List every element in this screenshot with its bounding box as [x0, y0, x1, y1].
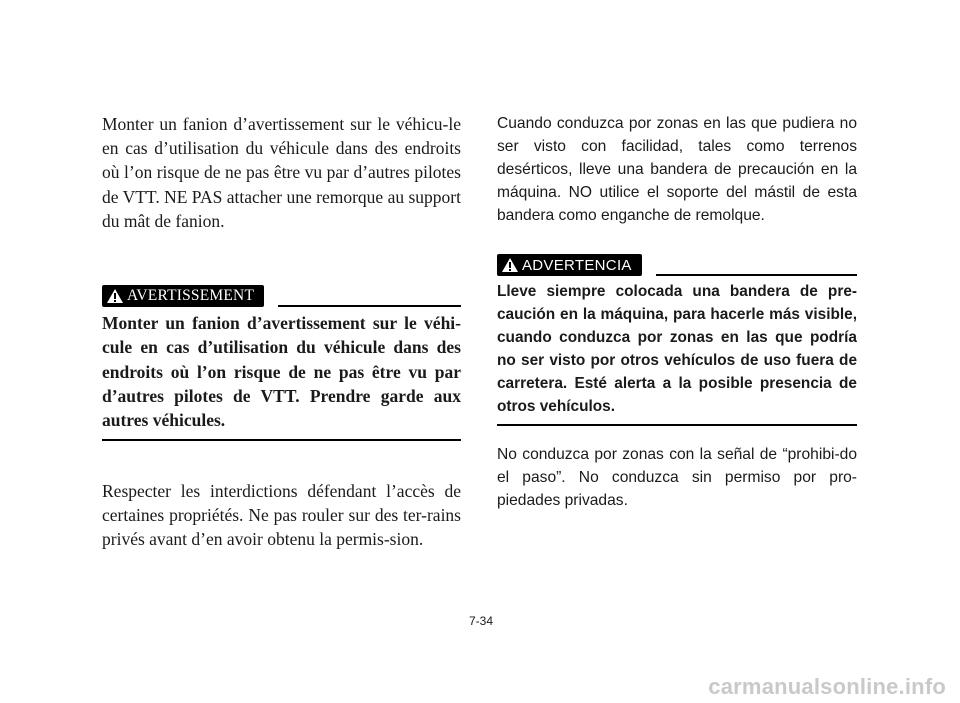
warning-triangle-icon — [106, 288, 124, 304]
page-number: 7-34 — [468, 614, 494, 628]
french-warning-text: Monter un fanion d’avertissement sur le véhi-cule en cas d’utilisation du véhicule dans des endroits où l’on risque de ne pas être vu par d’autres pilotes de VTT. Prendre garde aux autres véhicules. — [102, 313, 461, 431]
french-warning-header — [102, 283, 461, 309]
french-warning-badge — [102, 285, 264, 307]
french-warning-label: AVERTISSEMENT — [127, 287, 255, 305]
spanish-paragraph-flag: Cuando conduzca por zonas en las que pudiera no ser visto con facilidad, tales como terrenos desérticos, lleve una bandera de precaución en la máquina. NO utilice el soporte del mástil de esta bandera como enganche de remolque. — [497, 115, 857, 224]
spanish-column — [497, 112, 857, 512]
spanish-warning-header — [497, 252, 857, 278]
warning-triangle-icon — [501, 257, 519, 273]
french-warning-rule — [278, 305, 461, 307]
french-column — [102, 112, 461, 551]
watermark: carmanualsonline.info — [708, 674, 946, 699]
french-paragraph-property: Respecter les interdictions défendant l’accès de certaines propriétés. Ne pas rouler sur des ter-rains privés avant d’en avoir obtenu la permis-sion. — [102, 480, 461, 549]
french-paragraph-flag: Monter un fanion d’avertissement sur le véhicu-le en cas d’utilisation du véhicule dans des endroits où l’on risque de ne pas être vu par d’autres pilotes de VTT. NE PAS attacher une remorque au support du mât de fanion. — [102, 114, 461, 231]
spanish-warning-rule — [656, 274, 857, 276]
spanish-paragraph-property: No conduzca por zonas con la señal de “prohibi-do el paso”. No conduzca sin permiso por pro-piedades privadas. — [497, 446, 857, 509]
spanish-warning-text: Lleve siempre colocada una bandera de pre-caución en la máquina, para hacerle más visible, cuando conduzca por zonas en las que podría no ser visto por otros vehículos de uso fuera de carretera. Esté alerta a la posible presencia de otros vehículos. — [497, 283, 857, 415]
spanish-warning-label: ADVERTENCIA — [522, 256, 632, 274]
spanish-warning-badge — [497, 254, 642, 276]
